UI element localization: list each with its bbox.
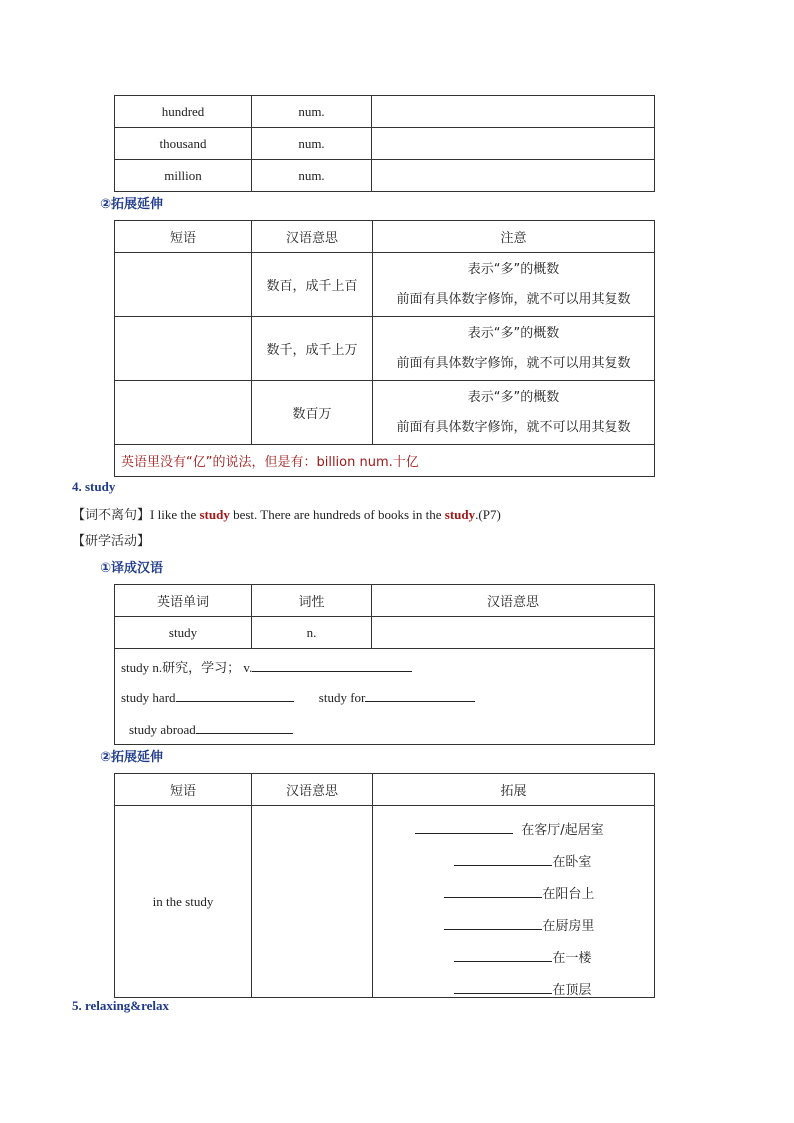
- extension-item-label: 在卧室: [552, 855, 592, 870]
- list-item: [415, 975, 604, 1007]
- section-5-title: 5. relaxing&relax: [72, 998, 170, 1013]
- table-row: [115, 160, 655, 192]
- meaning-cell: [372, 617, 655, 649]
- extension-item-label: 在顶层: [552, 983, 592, 998]
- vocab-meaning: [372, 96, 655, 128]
- phrase-cell: [115, 253, 252, 317]
- billion-note: 英语里没有“亿”的说法，但是有：billion num.十亿: [115, 445, 655, 477]
- table-header-row: [115, 774, 655, 806]
- vocab-meaning: [372, 160, 655, 192]
- vocab-word: hundred: [115, 96, 252, 128]
- extension-heading-2: ②拓展延伸: [100, 750, 164, 765]
- list-item: [415, 911, 604, 943]
- sentence-part: I like the: [150, 507, 200, 522]
- note-line-2: 前面有具体数字修饰，就不可以用其复数: [396, 419, 631, 435]
- study-for-prompt: study for: [318, 690, 366, 705]
- translate-table: [114, 584, 655, 745]
- list-item: [415, 847, 604, 879]
- study-verb-prompt: study n.研究，学习； v.: [121, 660, 253, 675]
- meaning-cell: 数千，成千上万: [252, 317, 373, 381]
- study-hard-prompt: study hard: [121, 690, 176, 705]
- table-row: [115, 96, 655, 128]
- vocab-pos: num.: [252, 128, 372, 160]
- answer-blank[interactable]: [365, 689, 475, 702]
- table-row: [115, 617, 655, 649]
- sentence-label: 【词不离句】: [72, 508, 151, 523]
- vocab-pos: num.: [252, 96, 372, 128]
- fill-in-cell: [115, 649, 655, 745]
- table-row: [115, 128, 655, 160]
- note-line-2: 前面有具体数字修饰，就不可以用其复数: [396, 355, 631, 371]
- activity-label: 【研学活动】: [72, 534, 151, 549]
- vocab-meaning: [372, 128, 655, 160]
- table-footer-row: [115, 445, 655, 477]
- extension-item-label: 在客厅/起居室: [521, 823, 604, 838]
- table-row: [115, 381, 655, 445]
- translate-heading: ①译成汉语: [100, 561, 164, 576]
- vocab-word: million: [115, 160, 252, 192]
- header-extension: 拓展: [373, 774, 655, 806]
- header-meaning: 汉语意思: [372, 585, 655, 617]
- extension-list-cell: [373, 806, 655, 998]
- vocab-table: [114, 95, 655, 192]
- answer-blank[interactable]: [176, 689, 294, 702]
- list-item: [415, 879, 604, 911]
- extension-table-1: [114, 220, 655, 477]
- header-word: 英语单词: [115, 585, 252, 617]
- note-line-1: 表示“多”的概数: [467, 261, 560, 277]
- answer-blank[interactable]: [252, 659, 412, 672]
- highlight-word: study: [444, 507, 476, 522]
- answer-blank[interactable]: [444, 917, 542, 930]
- answer-blank[interactable]: [454, 853, 552, 866]
- meaning-cell: 数百，成千上百: [252, 253, 373, 317]
- header-meaning: 汉语意思: [252, 774, 373, 806]
- note-cell: [373, 381, 655, 445]
- extension-item-label: 在阳台上: [542, 887, 595, 902]
- note-cell: [373, 253, 655, 317]
- answer-blank[interactable]: [454, 949, 552, 962]
- vocab-pos: num.: [252, 160, 372, 192]
- answer-blank[interactable]: [444, 885, 542, 898]
- table-header-row: [115, 585, 655, 617]
- sentence-part: .(P7): [475, 507, 501, 522]
- pos-cell: n.: [252, 617, 372, 649]
- phrase-cell: [115, 381, 252, 445]
- extension-table-2: [114, 773, 655, 998]
- extension-heading-1: ②拓展延伸: [100, 197, 164, 212]
- phrase-cell: [115, 317, 252, 381]
- table-row: [115, 317, 655, 381]
- section-4-title: 4. study: [72, 479, 116, 494]
- extension-list: [415, 815, 604, 1007]
- example-sentence: [72, 504, 501, 523]
- note-cell: [373, 317, 655, 381]
- phrase-cell: in the study: [115, 806, 252, 998]
- answer-blank[interactable]: [454, 981, 552, 994]
- answer-blank[interactable]: [196, 721, 293, 734]
- header-note: 注意: [373, 221, 655, 253]
- translate-table-wrap: [114, 584, 654, 745]
- fill-line-3: [129, 721, 293, 738]
- answer-blank[interactable]: [415, 821, 513, 834]
- list-item: [415, 943, 604, 975]
- table-header-row: [115, 221, 655, 253]
- sentence-part: best. There are hundreds of books in the: [229, 507, 445, 522]
- table-row: [115, 253, 655, 317]
- fill-line-2: [121, 689, 475, 706]
- table-row: [115, 806, 655, 998]
- extension-item-label: 在一楼: [552, 951, 592, 966]
- list-item: [415, 815, 604, 847]
- header-phrase: 短语: [115, 774, 252, 806]
- word-cell: study: [115, 617, 252, 649]
- header-phrase: 短语: [115, 221, 252, 253]
- highlight-word: study: [199, 507, 230, 522]
- meaning-cell: 数百万: [252, 381, 373, 445]
- fill-line-1: [121, 657, 412, 676]
- study-abroad-prompt: study abroad: [129, 722, 196, 737]
- extension-item-label: 在厨房里: [542, 919, 595, 934]
- note-line-2: 前面有具体数字修饰，就不可以用其复数: [396, 291, 631, 307]
- header-meaning: 汉语意思: [252, 221, 373, 253]
- vocab-word: thousand: [115, 128, 252, 160]
- table-row: [115, 649, 655, 745]
- note-line-1: 表示“多”的概数: [467, 389, 560, 405]
- meaning-cell: [252, 806, 373, 998]
- note-line-1: 表示“多”的概数: [467, 325, 560, 341]
- header-pos: 词性: [252, 585, 372, 617]
